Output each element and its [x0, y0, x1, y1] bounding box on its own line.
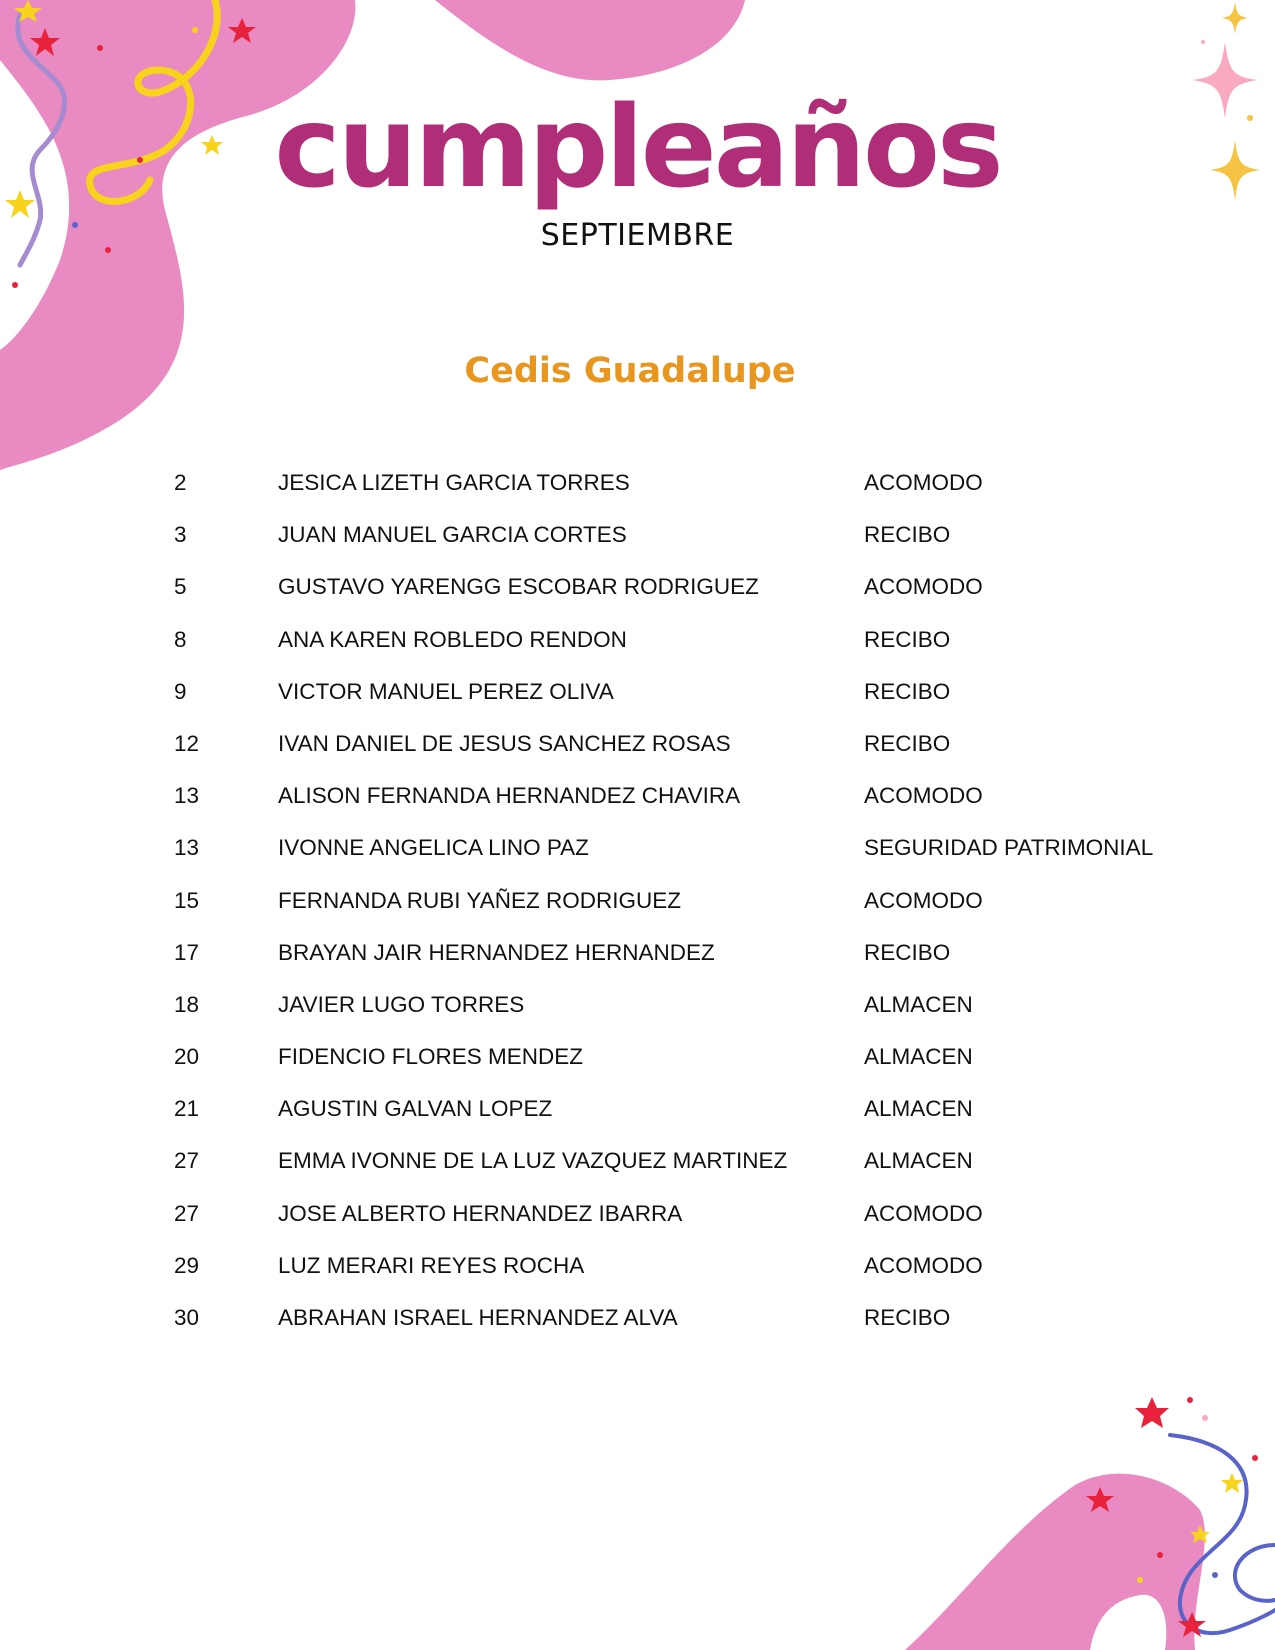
employee-area: RECIBO: [864, 626, 951, 652]
employee-name: IVAN DANIEL DE JESUS SANCHEZ ROSAS: [278, 730, 731, 756]
birthday-day: 30: [174, 1305, 200, 1330]
employee-name: LUZ MERARI REYES ROCHA: [278, 1252, 585, 1278]
employee-area: RECIBO: [864, 939, 951, 965]
employee-area: RECIBO: [864, 730, 951, 756]
list-item: [174, 1096, 1194, 1148]
list-item: [174, 940, 1194, 992]
list-item: [174, 470, 1194, 522]
confetti-dot: [1137, 1577, 1143, 1583]
list-item: [174, 1305, 1194, 1357]
month-subtitle: SEPTIEMBRE: [540, 218, 735, 253]
list-item: [174, 522, 1194, 574]
birthday-day: 27: [174, 1148, 200, 1174]
birthday-day: 20: [174, 1044, 200, 1070]
birthday-day: 13: [174, 783, 200, 809]
list-item: [174, 1044, 1194, 1096]
confetti-dot: [1202, 1415, 1208, 1421]
employee-area: ACOMODO: [864, 887, 983, 913]
employee-name: VICTOR MANUEL PEREZ OLIVA: [278, 678, 614, 704]
employee-area: ACOMODO: [864, 470, 983, 495]
employee-name: EMMA IVONNE DE LA LUZ VAZQUEZ MARTINEZ: [278, 1148, 788, 1174]
employee-area: ALMACEN: [864, 991, 973, 1017]
employee-area: ACOMODO: [864, 1252, 983, 1278]
list-item: [174, 1253, 1194, 1305]
star-icon: [1135, 1397, 1169, 1428]
employee-name: JOSE ALBERTO HERNANDEZ IBARRA: [278, 1200, 683, 1226]
birthday-day: 3: [174, 522, 187, 548]
birthday-list: [174, 470, 1194, 1357]
confetti-dot: [1187, 1397, 1193, 1403]
sparkle-icon: [1222, 2, 1248, 34]
list-item: [174, 888, 1194, 940]
birthday-day: 12: [174, 730, 200, 756]
birthday-day: 8: [174, 626, 187, 652]
pink-blob-top-center: [435, 0, 745, 80]
employee-area: ALMACEN: [864, 1044, 973, 1070]
employee-name: JAVIER LUGO TORRES: [278, 991, 525, 1017]
birthday-day: 9: [174, 678, 187, 704]
confetti-dot: [1212, 1572, 1218, 1578]
birthday-day: 18: [174, 991, 200, 1017]
list-item: [174, 731, 1194, 783]
employee-name: JUAN MANUEL GARCIA CORTES: [278, 522, 627, 548]
employee-name: GUSTAVO YARENGG ESCOBAR RODRIGUEZ: [278, 574, 759, 600]
employee-name: ABRAHAN ISRAEL HERNANDEZ ALVA: [278, 1305, 678, 1330]
location-heading: Cedis Guadalupe: [464, 351, 796, 391]
employee-area: SEGURIDAD PATRIMONIAL: [864, 835, 1154, 861]
confetti-dot: [1157, 1552, 1163, 1558]
birthday-day: 15: [174, 887, 200, 913]
employee-name: ANA KAREN ROBLEDO RENDON: [278, 626, 627, 652]
birthday-day: 13: [174, 835, 200, 861]
confetti-dot: [1201, 40, 1205, 44]
employee-area: ACOMODO: [864, 783, 983, 809]
list-item: [174, 1201, 1194, 1253]
employee-area: RECIBO: [864, 1305, 951, 1330]
employee-name: IVONNE ANGELICA LINO PAZ: [278, 835, 589, 861]
employee-area: ALMACEN: [864, 1148, 973, 1174]
employee-name: BRAYAN JAIR HERNANDEZ HERNANDEZ: [278, 939, 715, 965]
page-title: cumpleaños: [274, 83, 1001, 213]
star-icon: [1221, 1473, 1243, 1493]
employee-area: ACOMODO: [864, 1200, 983, 1226]
confetti-dot: [192, 27, 198, 33]
birthday-day: 21: [174, 1096, 200, 1122]
employee-name: FIDENCIO FLORES MENDEZ: [278, 1044, 584, 1070]
list-item: [174, 627, 1194, 679]
birthday-day: 27: [174, 1200, 200, 1226]
confetti-dot: [1252, 1455, 1258, 1461]
employee-area: RECIBO: [864, 522, 951, 548]
birthday-day: 17: [174, 939, 200, 965]
birthday-day: 29: [174, 1252, 200, 1278]
employee-name: AGUSTIN GALVAN LOPEZ: [278, 1096, 553, 1122]
employee-area: ALMACEN: [864, 1096, 973, 1122]
birthday-day: 2: [174, 470, 187, 495]
list-item: [174, 783, 1194, 835]
employee-area: ACOMODO: [864, 574, 983, 600]
blue-ribbon-icon: [1235, 1545, 1275, 1601]
confetti-dot: [97, 45, 103, 51]
list-item: [174, 1148, 1194, 1200]
employee-name: JESICA LIZETH GARCIA TORRES: [278, 470, 630, 495]
employee-name: FERNANDA RUBI YAÑEZ RODRIGUEZ: [278, 887, 681, 913]
pink-blob-bottom-right: [905, 1474, 1275, 1650]
list-item: [174, 835, 1194, 887]
list-item: [174, 574, 1194, 626]
confetti-dot: [12, 282, 18, 288]
birthday-day: 5: [174, 574, 187, 600]
list-item: [174, 679, 1194, 731]
list-item: [174, 992, 1194, 1044]
employee-area: RECIBO: [864, 678, 951, 704]
employee-name: ALISON FERNANDA HERNANDEZ CHAVIRA: [278, 783, 741, 809]
